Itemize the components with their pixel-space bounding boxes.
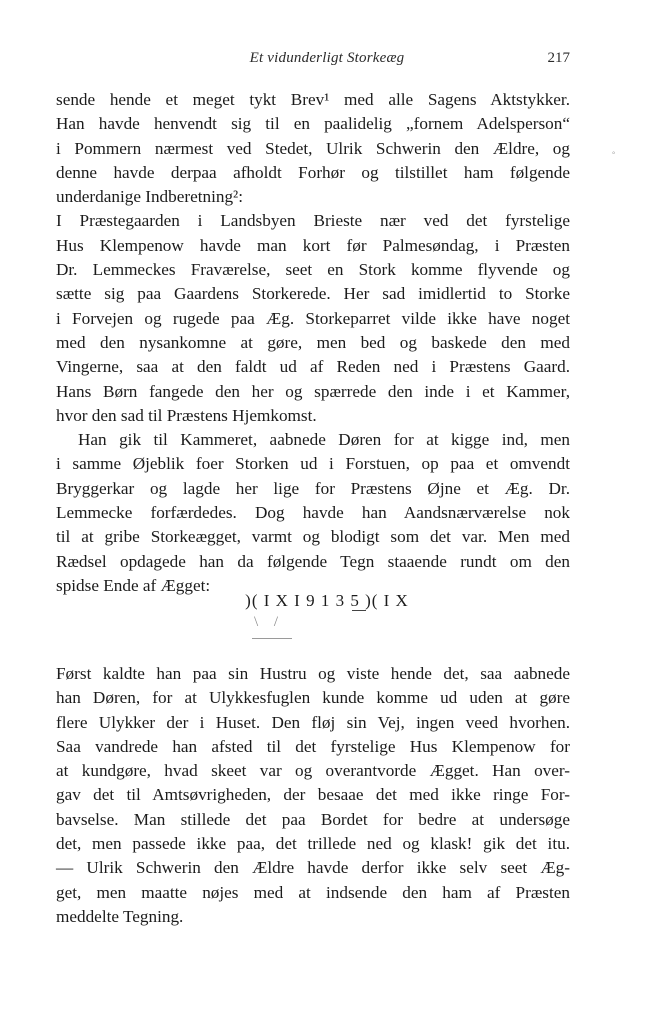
text-line: gav det til Amtsøvrigheden, der besaae det med ikke ringe For- bbox=[56, 785, 570, 805]
text-line: Rædsel opdagede han da følgende Tegn staaende rundt om den bbox=[56, 551, 570, 571]
text-line: sætte sig paa Gaardens Storkerede. Her sad imidlertid to Storke bbox=[56, 284, 570, 304]
text-line: bavselse. Man stillede det paa Bordet for bedre at undersøge bbox=[56, 809, 570, 829]
body-text-lower bbox=[56, 662, 570, 929]
text-line: Bryggerkar og lagde her lige for Præstens Øjne et Æg. Dr. bbox=[56, 478, 570, 498]
text-line: hvor den sad til Præstens Hjemkomst. bbox=[56, 405, 317, 425]
text-line: Han gik til Kammeret, aabnede Døren for at kigge ind, men bbox=[78, 430, 570, 450]
egg-sign-below: \ / bbox=[254, 614, 285, 630]
text-line: Lemmecke forfærdedes. Dog havde han Aandsnærværelse nok bbox=[56, 503, 570, 523]
text-line: — Ulrik Schwerin den Ældre havde derfor ikke selv seet Æg- bbox=[56, 858, 570, 878]
text-line: underdanige Indberetning²: bbox=[56, 187, 243, 207]
text-line: denne havde derpaa afholdt Forhør og tilstillet ham følgende bbox=[56, 162, 570, 182]
text-line: med den nysankomne at gøre, men bed og baskede den med bbox=[56, 332, 570, 352]
text-line: han Døren, for at Ulykkesfuglen kunde komme ud uden at gøre bbox=[56, 688, 570, 708]
text-line: Vingerne, saa at den faldt ud af Reden ned i Præstens Gaard. bbox=[56, 357, 570, 377]
text-line: sende hende et meget tykt Brev¹ med alle Sagens Aktstykker. bbox=[56, 90, 570, 109]
page-number: 217 bbox=[547, 50, 570, 66]
text-line: at kundgøre, hvad skeet var og overantvorde Ægget. Han over- bbox=[56, 761, 570, 781]
text-line: meddelte Tegning. bbox=[56, 906, 184, 926]
text-line: flere Ulykker der i Huset. Den fløj sin Vej, ingen veed hvorhen. bbox=[56, 712, 570, 732]
text-line: i Forvejen og rugede paa Æg. Storkeparret vilde ikke have noget bbox=[56, 308, 570, 328]
egg-sign-row: )( I X I 9 1 3 5 )( I X bbox=[245, 591, 409, 610]
egg-sign-underline bbox=[252, 638, 292, 639]
text-line: I Præstegaarden i Landsbyen Brieste nær ved det fyrstelige bbox=[56, 211, 570, 231]
text-line: Dr. Lemmeckes Fraværelse, seet en Stork komme flyvende og bbox=[56, 260, 570, 280]
body-text-upper bbox=[56, 88, 570, 598]
text-line: i samme Øjeblik foer Storken ud i Forstuen, op paa et omvendt bbox=[56, 454, 570, 474]
running-head bbox=[0, 50, 654, 72]
margin-mark: ° bbox=[612, 150, 616, 159]
text-line: det, men passede ikke paa, det trillede ned og klask! gik det itu. bbox=[56, 834, 570, 854]
text-line: Først kaldte han paa sin Hustru og viste hende det, saa aabnede bbox=[56, 664, 570, 683]
text-line: Saa vandrede han afsted til det fyrstelige Hus Klempenow for bbox=[56, 736, 570, 756]
text-line: spidse Ende af Ægget: bbox=[56, 575, 211, 595]
text-line: Han havde henvendt sig til en paalidelig „fornem Adelsperson“ bbox=[56, 114, 570, 134]
text-line: til at gribe Storkeægget, varmt og blodigt som det var. Men med bbox=[56, 527, 570, 547]
text-line: get, men maatte nøjes med at indsende den ham af Præsten bbox=[56, 882, 570, 902]
running-title: Et vidunderligt Storkeæg bbox=[249, 50, 405, 66]
text-line: Hans Børn fangede den her og spærrede den inde i et Kammer, bbox=[56, 381, 570, 401]
egg-sign-overline bbox=[352, 610, 366, 611]
text-line: Hus Klempenow havde man kort før Palmesøndag, i Præsten bbox=[56, 235, 570, 255]
text-line: i Pommern nærmest ved Stedet, Ulrik Schwerin den Ældre, og bbox=[56, 138, 570, 158]
